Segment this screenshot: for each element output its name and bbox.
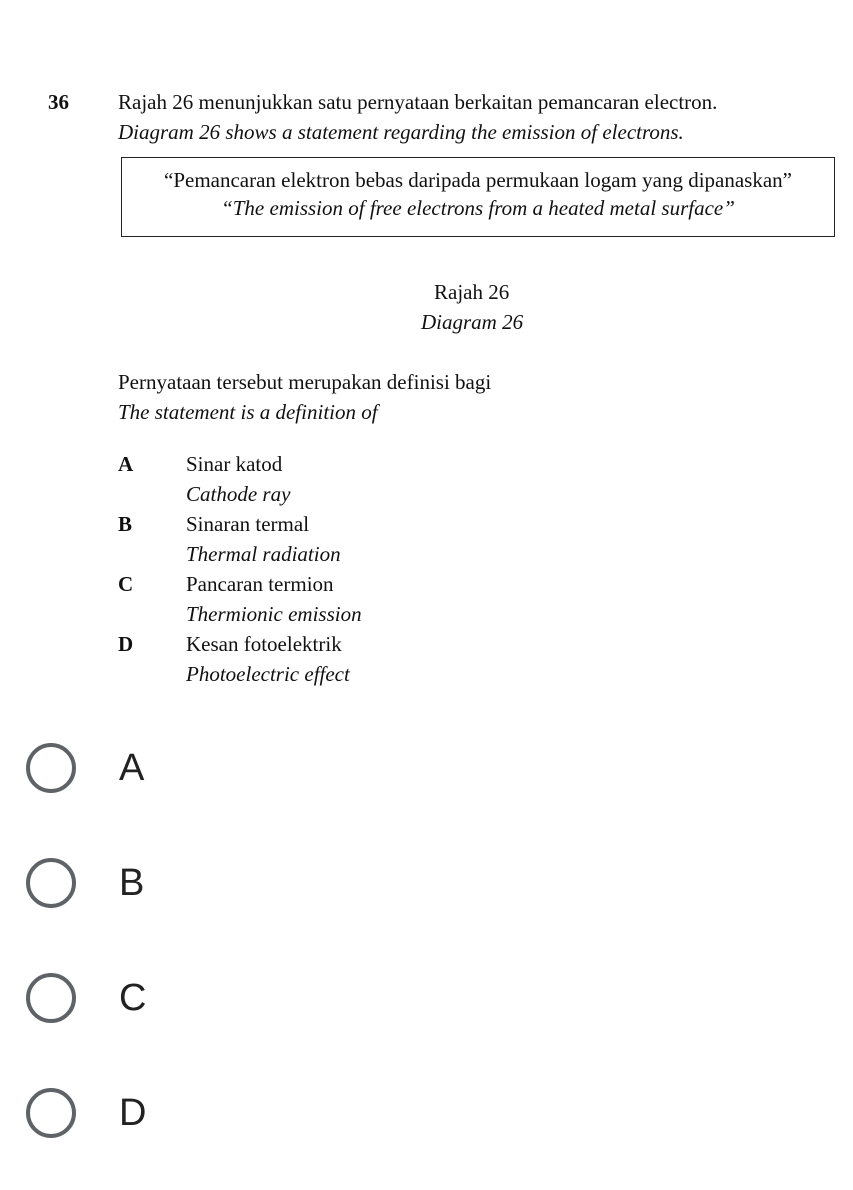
option-text-malay: Pancaran termion (186, 572, 334, 596)
radio-button-c[interactable] (26, 973, 76, 1023)
statement-malay: “Pemancaran elektron bebas daripada permukaan logam yang dipanaskan” (164, 168, 792, 192)
option-text-english: Cathode ray (186, 482, 291, 506)
option-text-english: Thermal radiation (186, 542, 341, 566)
option-letter: A (118, 452, 134, 476)
answer-option-b[interactable] (26, 855, 144, 911)
question-number: 36 (48, 90, 69, 114)
question-text-malay: Rajah 26 menunjukkan satu pernyataan berkaitan pemancaran electron. (118, 90, 718, 114)
option-text-malay: Kesan fotoelektrik (186, 632, 342, 656)
radio-button-d[interactable] (26, 1088, 76, 1138)
diagram-caption-malay: Rajah 26 (434, 280, 510, 304)
prompt-english: The statement is a definition of (118, 400, 378, 424)
statement-english: “The emission of free electrons from a heated metal surface” (221, 196, 735, 220)
radio-button-a[interactable] (26, 743, 76, 793)
option-letter: B (118, 512, 133, 536)
option-letter: D (118, 632, 134, 656)
question-text-english: Diagram 26 shows a statement regarding the emission of electrons. (118, 120, 684, 144)
option-text-malay: Sinaran termal (186, 512, 310, 536)
option-text-english: Photoelectric effect (186, 662, 350, 686)
option-text-english: Thermionic emission (186, 602, 362, 626)
prompt-malay: Pernyataan tersebut merupakan definisi bagi (118, 370, 492, 394)
radio-button-b[interactable] (26, 858, 76, 908)
answer-label-a[interactable]: A (119, 746, 145, 789)
diagram-caption-english: Diagram 26 (421, 310, 524, 334)
answer-label-d[interactable]: D (119, 1091, 147, 1134)
option-letter: C (118, 572, 134, 596)
answer-option-d[interactable] (26, 1085, 146, 1141)
statement-box (121, 157, 835, 237)
answer-label-b[interactable]: B (119, 861, 145, 904)
answer-label-c[interactable]: C (119, 976, 147, 1019)
answer-option-a[interactable] (26, 740, 144, 796)
option-text-malay: Sinar katod (186, 452, 283, 476)
answer-option-c[interactable] (26, 970, 146, 1026)
